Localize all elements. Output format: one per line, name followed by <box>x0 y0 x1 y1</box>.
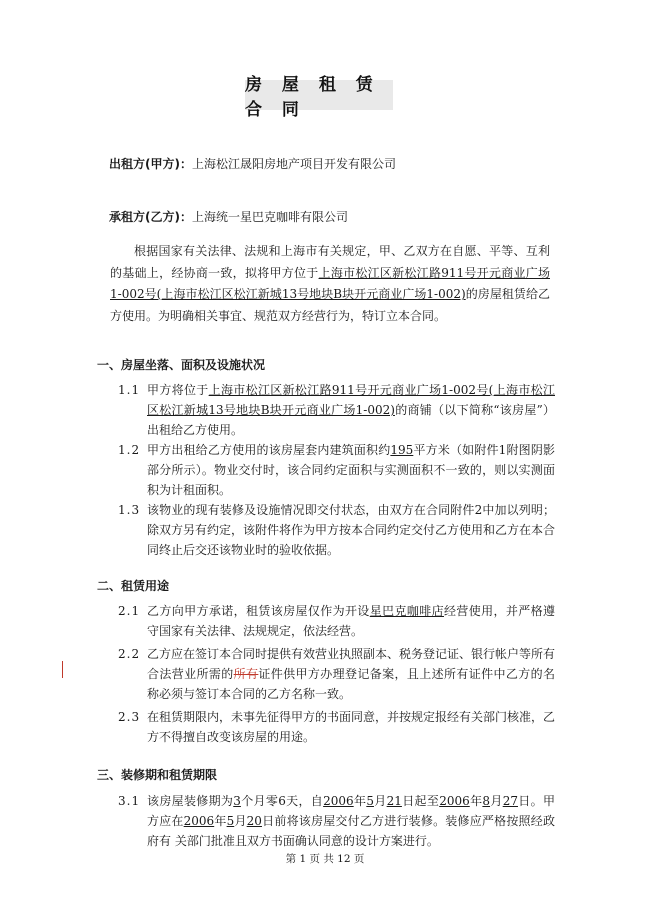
tracked-deletion: 所有 <box>233 667 259 681</box>
page-footer: 第 1 页 共 12 页 <box>285 853 365 865</box>
preamble-text-end: 的房屋租赁给乙方使用。为明确相关事宜、规范双方经营行为，特订立本合同。 <box>110 287 550 323</box>
clause-text: 乙方向甲方承诺，租赁该房屋仅作为开设 <box>147 604 370 618</box>
preamble-text: 根据国家有关法律、法规和上海市有关规定，甲、乙双方在自愿、平等、互利的基础上，经协商一致，拟将甲方位于 <box>110 244 550 280</box>
handover-month: 5 <box>226 814 235 828</box>
clause-text: 日。甲方应在 <box>147 794 555 828</box>
clause-number: 2.1 <box>118 604 141 618</box>
document-title-box <box>245 75 393 120</box>
clause-text: 甲方出租给乙方使用的该房屋套内建筑面积约 <box>147 443 391 457</box>
end-day: 27 <box>502 794 518 808</box>
clause-text: 个月零6天，自 <box>240 794 324 808</box>
clause-text: 在租赁期限内，未事先征得甲方的书面同意，并按规定报经有关部门核准，乙方不得擅自改变该房屋的用途。 <box>147 710 556 744</box>
clause-text-end: 证件供甲方办理登记备案，且上述所有证件中乙方的名称必须与签订本合同的乙方名称一致。 <box>147 667 555 701</box>
clause-3-1 <box>118 791 555 851</box>
clause-text: 月 <box>373 794 387 808</box>
handover-day: 20 <box>246 814 262 828</box>
lessee-line <box>109 208 348 225</box>
start-day: 21 <box>386 794 402 808</box>
clause-text: 该物业的现有装修及设施情况即交付状态，由双方在合同附件2中加以列明；除双方另有约定，该附件将作为甲方按本合同约定交付乙方使用和乙方在本合同终止后交还该物业时的验收依据。 <box>147 503 556 557</box>
fit-out-months: 3 <box>233 794 241 808</box>
clause-2-1 <box>118 601 555 641</box>
lessee-label: 承租方(乙方)： <box>109 210 192 224</box>
clause-number: 2.2 <box>118 647 141 661</box>
clause-text: 月 <box>490 794 503 808</box>
clause-1-2 <box>118 440 555 500</box>
lessor-name: 上海松江晟阳房地产项目开发有限公司 <box>191 157 396 171</box>
section-2-heading: 二、租赁用途 <box>97 579 170 593</box>
document-title: 房 屋 租 赁 合 同 <box>245 75 380 120</box>
clause-number: 1.2 <box>118 443 141 457</box>
clause-2-3 <box>118 707 555 747</box>
section-3-heading: 三、装修期和租赁期限 <box>97 768 218 782</box>
preamble-address: 上海市松江区新松江路911号开元商业广场1-002号(上海市松江区松江新城13号地块B块开元商业广场1-002) <box>110 265 550 301</box>
clause-text-end: 的商铺（以下简称“该房屋”）出租给乙方使用。 <box>147 403 555 437</box>
end-year: 2006 <box>439 794 470 808</box>
clause-number: 3.1 <box>118 794 141 808</box>
clause-2-2 <box>118 644 555 704</box>
business-name: 星巴克咖啡店 <box>369 604 444 618</box>
clause-address: 上海市松江区新松江路911号开元商业广场1-002号(上海市松江区松江新城13号地块B块开元商业广场1-002) <box>147 383 555 417</box>
end-month: 8 <box>482 794 491 808</box>
clause-text-end: 经营使用，并严格遵守国家有关法律、法规规定，依法经营。 <box>147 604 555 638</box>
clause-text: 年 <box>214 814 227 828</box>
lessor-line <box>109 155 396 172</box>
lessee-name: 上海统一星巴克咖啡有限公司 <box>191 210 348 224</box>
clause-number: 1.3 <box>118 503 141 517</box>
clause-text: 年 <box>353 794 367 808</box>
clause-text: 日起至 <box>401 794 440 808</box>
clause-number: 2.3 <box>118 710 141 724</box>
clause-text-end: 平方米（如附件1附图阴影部分所示）。物业交付时，该合同约定面积与实测面积不一致的，则以实测面积为计租面积。 <box>147 443 555 497</box>
clause-1-1 <box>118 380 555 440</box>
section-1-heading: 一、房屋坐落、面积及设施状况 <box>97 358 266 372</box>
area-value: 195 <box>390 443 414 457</box>
clause-text: 甲方将位于 <box>147 383 209 397</box>
clause-number: 1.1 <box>118 383 141 397</box>
clause-text: 乙方应在签订本合同时提供有效营业执照副本、税务登记证、银行帐户等所有合法营业所需的 <box>147 647 556 681</box>
clause-text: 年 <box>469 794 483 808</box>
start-year: 2006 <box>323 794 354 808</box>
revision-bar <box>62 661 63 678</box>
preamble-paragraph <box>110 241 550 327</box>
start-month: 5 <box>366 794 374 808</box>
clause-text: 月 <box>234 814 247 828</box>
lessor-label: 出租方(甲方)： <box>109 157 192 171</box>
clause-text: 日前将该房屋交付乙方进行装修。装修应严格按照经政府有 关部门批准且双方书面确认同意的设计方案进行。 <box>147 814 555 848</box>
clause-text: 该房屋装修期为 <box>147 794 234 808</box>
handover-year: 2006 <box>183 814 215 828</box>
clause-1-3 <box>118 500 555 560</box>
